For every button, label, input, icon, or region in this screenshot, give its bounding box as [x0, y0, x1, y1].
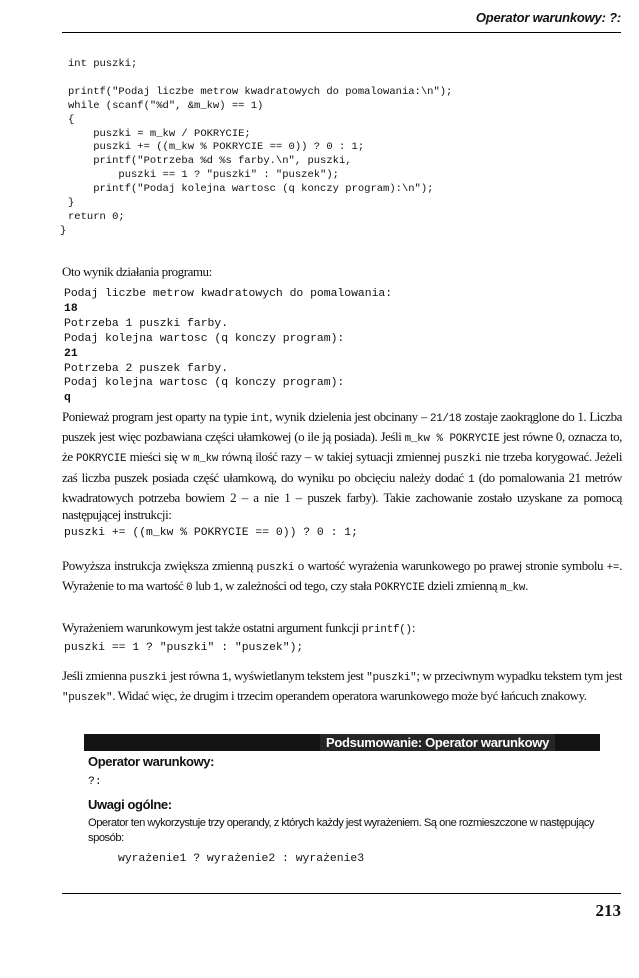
- page-number: 213: [595, 901, 621, 920]
- code-listing: [60, 58, 628, 239]
- inline-code: m_kw: [193, 453, 219, 466]
- result-intro: Oto wynik działania programu:: [62, 264, 212, 279]
- text-run: równą ilość razy – w takiej sytuacji zmiennej: [218, 449, 444, 465]
- paragraph-printf: [62, 619, 622, 639]
- output-line: Potrzeba 2 puszek farby.: [64, 362, 229, 375]
- summary-title: Podsumowanie: Operator warunkowy: [320, 734, 555, 751]
- code-line: puszki == 1 ? "puszki" : "puszek");: [68, 169, 339, 182]
- code-statement-ternary: puszki == 1 ? "puszki" : "puszek");: [64, 642, 304, 654]
- code-line: {: [68, 113, 75, 126]
- user-input-line: 21: [64, 347, 78, 360]
- inline-code: puszki: [256, 562, 295, 574]
- paragraph-increment: [62, 557, 622, 597]
- text-run: zostaje zaokrąglone do 1. Liczba puszek jest więc pozbawiana części ułamkowej (o ile ją posiada). Jeśli: [62, 409, 622, 445]
- summary-notes-heading: Uwagi ogólne:: [88, 797, 172, 812]
- text-run: Wyrażeniem warunkowym jest także ostatni argument funkcji: [62, 620, 362, 635]
- inline-code: int: [250, 413, 270, 425]
- text-run: jest równa: [167, 668, 222, 683]
- summary-notes-text: Operator ten wykorzystuje trzy operandy, z których każdy jest wyrażeniem. Są one rozmieszczone w następujący sposób:: [88, 817, 595, 844]
- inline-code: 1: [213, 582, 220, 595]
- text-run: o wartość wyrażenia warunkowego po prawej stronie symbolu: [294, 558, 607, 573]
- inline-code: "puszek": [62, 692, 113, 705]
- text-run: :: [411, 620, 415, 635]
- text-run: mieści się w: [126, 449, 194, 465]
- user-input-line: q: [64, 392, 71, 405]
- paragraph-string-operands: [62, 667, 622, 707]
- text-run: . Wyrażenie to ma wartość: [62, 558, 623, 594]
- inline-code: m_kw % POKRYCIE: [404, 433, 500, 446]
- text-run: , w zależności od tego, czy stała: [219, 578, 375, 594]
- inline-code: +=: [606, 562, 620, 574]
- summary-operator-symbol: ?:: [88, 776, 102, 788]
- code-line: printf("Podaj liczbe metrow kwadratowych do pomalowania:\n");: [68, 85, 453, 98]
- text-run: , wyświetlanym tekstem jest: [228, 668, 367, 683]
- inline-code: POKRYCIE: [374, 582, 425, 595]
- text-run: Ponieważ program jest oparty na typie: [62, 409, 251, 424]
- output-line: Podaj liczbe metrow kwadratowych do pomalowania:: [64, 288, 393, 300]
- text-run: . Widać więc, że drugim i trzecim operandem operatora warunkowego może być łańcuch znakowy.: [112, 688, 587, 704]
- code-line: while (scanf("%d", &m_kw) == 1): [68, 99, 264, 112]
- code-line: printf("Potrzeba %d %s farby.\n", puszki,: [68, 155, 352, 168]
- code-closing-brace: }: [60, 224, 67, 237]
- output-line: Potrzeba 1 puszki farby.: [64, 317, 229, 330]
- inline-code: m_kw: [500, 582, 526, 595]
- text-run: ; w przeciwnym wypadku tekstem tym jest: [416, 668, 622, 683]
- text-run: lub: [192, 578, 214, 594]
- text-run: (do pomalowania 21 metrów kwadratowych potrzeba bowiem 2 – a nie 1 – puszek farby). Takie zachowanie zostało uzyskane za pomocą następującej instrukcji:: [62, 469, 622, 523]
- inline-code: "puszki": [366, 672, 417, 684]
- program-output: [64, 287, 624, 406]
- inline-code: 1: [221, 672, 229, 684]
- inline-code: POKRYCIE: [76, 453, 127, 466]
- user-input-line: 18: [64, 302, 78, 315]
- code-line: puszki += ((m_kw % POKRYCIE == 0)) ? 0 : 1;: [68, 141, 365, 154]
- inline-code: 0: [186, 582, 193, 595]
- summary-syntax: wyrażenie1 ? wyrażenie2 : wyrażenie3: [118, 853, 365, 865]
- paragraph-explanation: [62, 408, 622, 523]
- summary-operator-heading: Operator warunkowy:: [88, 754, 215, 769]
- code-line: printf("Podaj kolejna wartosc (q konczy program):\n");: [68, 183, 434, 196]
- text-run: .: [525, 578, 528, 594]
- inline-code: printf(): [361, 624, 412, 636]
- summary-banner: [84, 734, 600, 751]
- text-run: jest równe 0, oznacza to, że: [62, 429, 622, 465]
- footer-rule: [62, 893, 621, 894]
- text-run: , wynik dzielenia jest obcinany –: [269, 409, 430, 424]
- text-run: nie trzeba korygować. Jeżeli zaś liczba puszek posiada część ułamkową, do wyniku po obcięciu należy dodać: [62, 449, 622, 485]
- output-line: Podaj kolejna wartosc (q konczy program):: [64, 377, 345, 390]
- inline-code: 1: [468, 473, 475, 486]
- text-run: Jeśli zmienna: [62, 668, 130, 683]
- text-run: dzieli zmienną: [424, 578, 500, 594]
- text-run: Powyższa instrukcja zwiększa zmienną: [62, 558, 257, 573]
- inline-code: puszki: [443, 453, 482, 466]
- code-line: puszki = m_kw / POKRYCIE;: [68, 127, 251, 140]
- code-line: int puszki;: [68, 58, 138, 70]
- code-line: return 0;: [68, 210, 125, 223]
- inline-code: puszki: [129, 672, 168, 684]
- inline-code: 21/18: [429, 413, 462, 425]
- code-line: }: [68, 197, 75, 210]
- output-line: Podaj kolejna wartosc (q konczy program):: [64, 332, 345, 345]
- running-header: Operator warunkowy: ?:: [475, 10, 621, 25]
- header-rule: [62, 32, 621, 33]
- code-statement-increment: puszki += ((m_kw % POKRYCIE == 0)) ? 0 : 1;: [64, 527, 358, 539]
